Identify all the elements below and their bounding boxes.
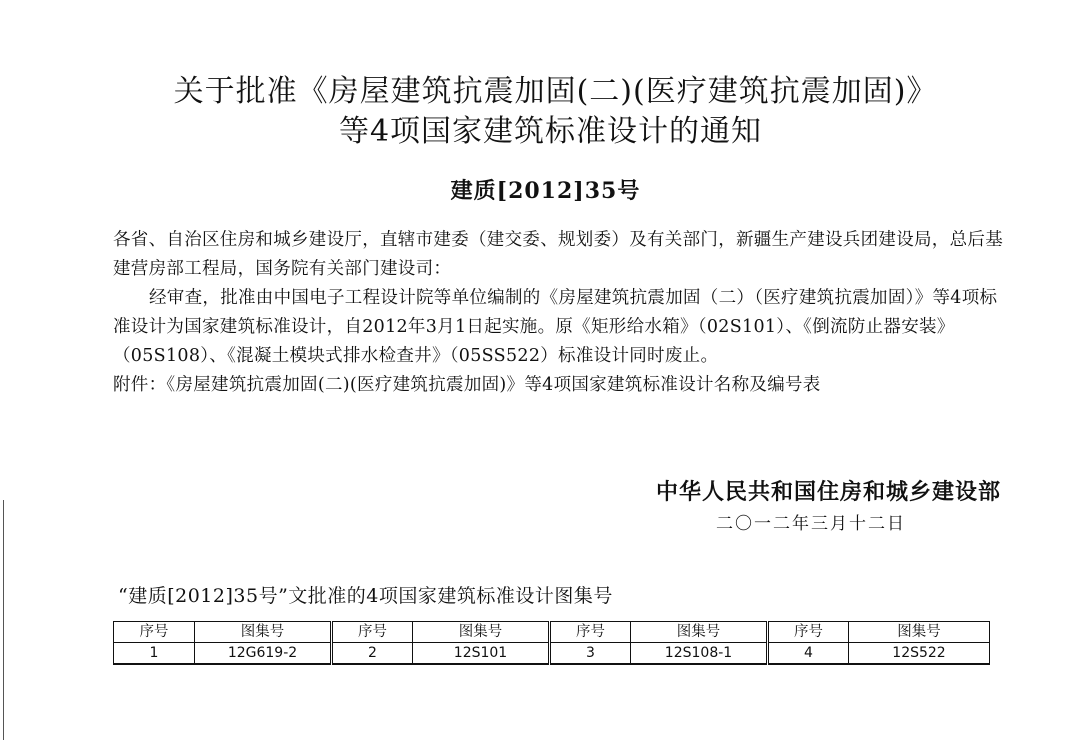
table-caption: “建质[2012]35号”文批准的4项国家建筑标准设计图集号	[118, 585, 613, 607]
title-line-2: 等4项国家建筑标准设计的通知	[338, 114, 763, 149]
header-atlas: 图集号	[195, 622, 332, 643]
title-line-1: 关于批准《房屋建筑抗震加固(二)(医疗建筑抗震加固)》	[173, 74, 938, 109]
header-atlas: 图集号	[631, 622, 768, 643]
atlas-number-table	[113, 621, 990, 665]
table-row	[114, 643, 990, 665]
table-cell-seq: 1	[114, 643, 195, 665]
recipients-paragraph: 各省、自治区住房和城乡建设厅，直辖市建委（建交委、规划委）及有关部门，新疆生产建设兵团建设局，总后基建营房部工程局，国务院有关部门建设司：	[113, 230, 1003, 279]
issuing-authority: 中华人民共和国住房和城乡建设部	[655, 480, 1001, 505]
attachment-paragraph: 附件：《房屋建筑抗震加固(二)(医疗建筑抗震加固)》等4项国家建筑标准设计名称及编号表	[113, 375, 821, 395]
header-atlas: 图集号	[849, 622, 990, 643]
table-cell-atlas: 12G619-2	[195, 643, 332, 665]
header-seq: 序号	[768, 622, 849, 643]
table-cell-atlas: 12S101	[413, 643, 550, 665]
table-cell-seq: 3	[550, 643, 631, 665]
header-seq: 序号	[550, 622, 631, 643]
header-seq: 序号	[332, 622, 413, 643]
notice-body	[113, 226, 1005, 400]
document-number: 建质[2012]35号	[450, 178, 641, 204]
table-cell-seq: 4	[768, 643, 849, 665]
header-seq: 序号	[114, 622, 195, 643]
scan-edge-line	[3, 500, 4, 740]
table-cell-atlas: 12S108-1	[631, 643, 768, 665]
approval-paragraph: 经审查，批准由中国电子工程设计院等单位编制的《房屋建筑抗震加固（二）（医疗建筑抗震加固）》等4项标准设计为国家建筑标准设计，自2012年3月1日起实施。原《矩形给水箱》（02S101）、《倒流防止器安装》（05S108）、《混凝土模块式排水检查井》（05SS522）标准设计同时废止。	[113, 288, 998, 366]
table-cell-atlas: 12S522	[849, 643, 990, 665]
header-atlas: 图集号	[413, 622, 550, 643]
table-cell-seq: 2	[332, 643, 413, 665]
issue-date: 二〇一二年三月十二日	[716, 514, 906, 534]
notice-title	[0, 72, 1071, 152]
table-header-row	[114, 622, 990, 643]
